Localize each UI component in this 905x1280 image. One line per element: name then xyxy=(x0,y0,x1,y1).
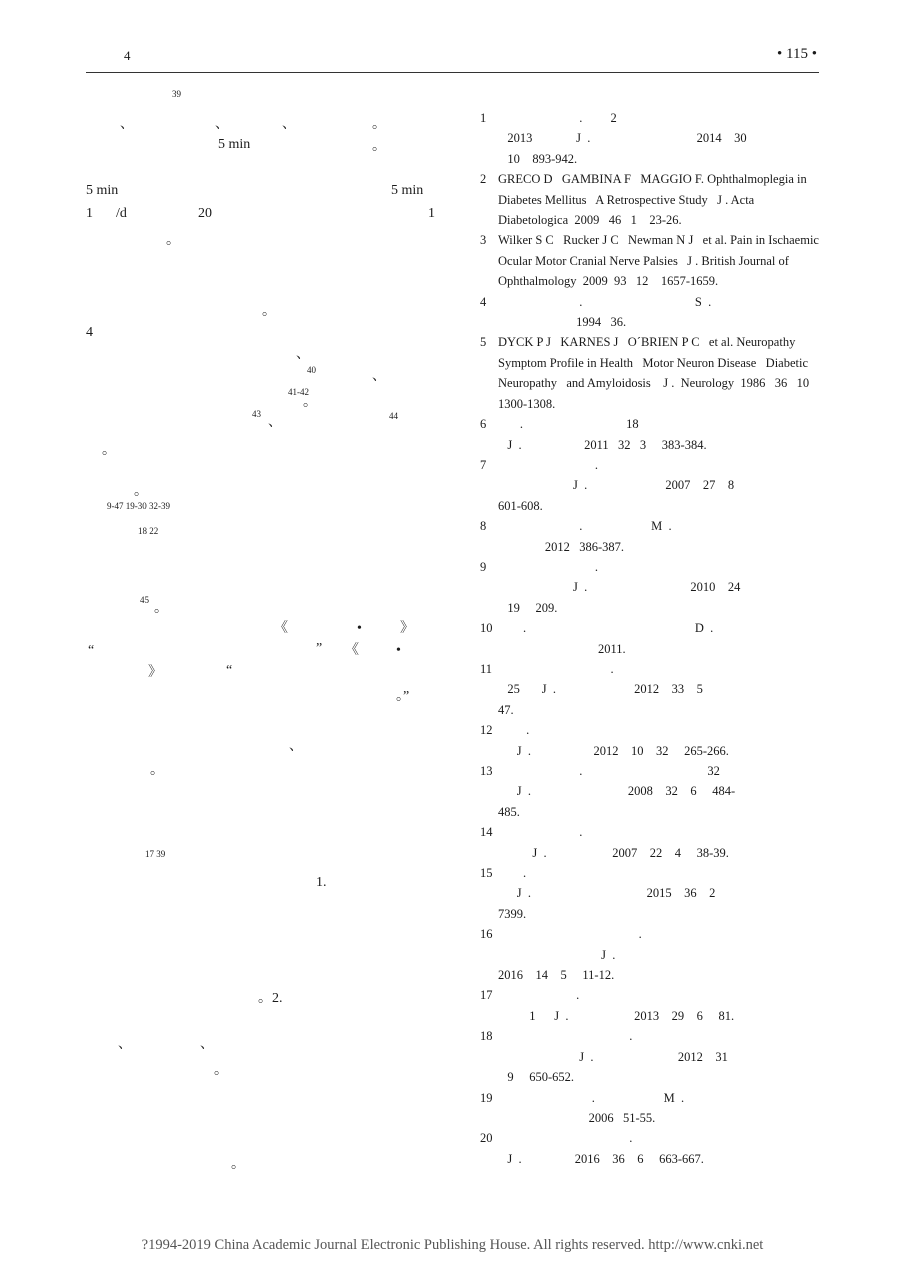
reference-number: 2 xyxy=(480,172,487,187)
reference-number: 13 xyxy=(480,764,493,778)
body-text-fragment: 》 xyxy=(400,621,414,636)
reference-text: . D . 2011. xyxy=(523,621,714,656)
body-text-fragment: 。 xyxy=(150,763,164,778)
reference-number: 18 xyxy=(480,1029,493,1044)
running-header-left: 4 xyxy=(124,48,131,63)
reference-item xyxy=(480,618,820,659)
body-text-fragment: ” xyxy=(316,641,323,656)
body-text-fragment: • xyxy=(396,643,401,658)
reference-item xyxy=(480,557,820,618)
reference-number: 10 xyxy=(480,621,493,636)
reference-text: . 2 2013 J . 2014 30 10 893-942. xyxy=(507,111,747,166)
reference-text: . 32 J . 2008 32 6 484- 485. xyxy=(498,764,736,819)
body-text-fragment: 5 min xyxy=(218,137,251,152)
body-text-fragment: 。 xyxy=(102,443,116,458)
reference-number: 9 xyxy=(480,559,487,574)
reference-item xyxy=(480,516,820,557)
reference-text: DYCK P J KARNES J O´BRIEN P C et al. Neuropathy Symptom Profile in Health Motor Neuron Disease Diabetic Neuropathy and Amyloidosis J . Neurology 1986 36 10 1300-1308. xyxy=(498,335,825,411)
body-text-fragment: 、 xyxy=(296,347,310,362)
body-text-fragment: • xyxy=(357,621,362,636)
body-text-fragment: 《 xyxy=(345,643,359,658)
body-text-fragment: 5 min xyxy=(391,183,424,198)
citation-superscript: 17 39 xyxy=(145,849,166,859)
citation-superscript: 44 xyxy=(389,411,398,421)
reference-item xyxy=(480,863,820,924)
body-text-fragment: 。 xyxy=(231,1157,245,1172)
citation-superscript: 43 xyxy=(252,409,261,419)
body-text-fragment: 、 xyxy=(120,117,134,132)
body-text-fragment: 、 xyxy=(372,369,386,384)
body-text-fragment: 、 xyxy=(200,1037,214,1052)
reference-text: . 1 J . 2013 29 6 81. xyxy=(529,988,735,1023)
body-text-fragment: 、 xyxy=(289,739,303,754)
reference-text: . 18 J . 2011 32 3 383-384. xyxy=(507,417,707,452)
reference-item xyxy=(480,1088,820,1129)
reference-number: 4 xyxy=(480,294,487,309)
reference-number: 7 xyxy=(480,457,487,472)
reference-number: 1 xyxy=(480,111,487,125)
reference-item xyxy=(480,414,820,455)
body-text-fragment: 1. xyxy=(316,875,327,890)
reference-number: 3 xyxy=(480,233,487,248)
body-text-fragment: 。 xyxy=(134,484,148,499)
reference-item xyxy=(480,455,820,516)
reference-list xyxy=(480,108,825,1169)
body-text-fragment: 、 xyxy=(118,1037,132,1052)
reference-number: 11 xyxy=(480,661,493,676)
reference-number: 19 xyxy=(480,1090,493,1105)
citation-superscript: 41-42 xyxy=(288,387,309,397)
header-rule xyxy=(86,72,819,73)
reference-text: . J . 2015 36 2 7399. xyxy=(498,866,716,921)
reference-number: 6 xyxy=(480,417,487,432)
page-number: • 115 • xyxy=(777,46,817,62)
reference-item xyxy=(480,1128,820,1169)
reference-item xyxy=(480,108,820,169)
body-text-fragment: “ xyxy=(226,663,233,678)
body-text-fragment: /d xyxy=(116,206,127,221)
reference-number: 20 xyxy=(480,1131,493,1146)
body-text-fragment: 1 xyxy=(86,206,93,221)
body-text-fragment: 。 xyxy=(372,117,386,132)
reference-item xyxy=(480,761,820,822)
reference-item xyxy=(480,822,820,863)
reference-number: 17 xyxy=(480,988,493,1003)
reference-item xyxy=(480,169,820,230)
reference-number: 14 xyxy=(480,825,493,840)
reference-text: Wilker S C Rucker J C Newman N J et al. Pain in Ischaemic Ocular Motor Cranial Nerve Palsies J . British Journal of Ophthalmology 2009 93 12 1657-1659. xyxy=(498,233,823,289)
reference-text: . J . 2016 14 5 11-12. xyxy=(498,927,642,983)
reference-item xyxy=(480,1026,820,1087)
body-text-fragment: 5 min xyxy=(86,183,119,198)
reference-text: . M . 2006 51-55. xyxy=(588,1090,685,1125)
reference-number: 8 xyxy=(480,519,487,534)
citation-superscript: 39 xyxy=(172,89,181,99)
reference-text: . J . 2010 24 19 209. xyxy=(507,559,741,615)
body-text-fragment: “ xyxy=(88,643,95,658)
body-text-fragment: 。 xyxy=(262,304,276,319)
reference-item xyxy=(480,659,820,720)
reference-text: . S . 1994 36. xyxy=(576,294,712,330)
reference-item xyxy=(480,332,825,414)
copyright-footer: ?1994-2019 China Academic Journal Electronic Publishing House. All rights reserved. http://www.cnki.net xyxy=(141,1237,764,1253)
body-text-fragment: 4 xyxy=(86,325,93,340)
reference-item xyxy=(480,924,820,985)
reference-number: 15 xyxy=(480,866,493,881)
body-text-fragment: 《 xyxy=(274,621,288,636)
citation-superscript: 45 xyxy=(140,595,149,605)
reference-text: . 25 J . 2012 33 5 47. xyxy=(498,661,703,717)
body-text-fragment: 。 xyxy=(372,139,386,154)
reference-text: . J . 2012 31 9 650-652. xyxy=(507,1029,728,1085)
reference-number: 16 xyxy=(480,927,493,942)
reference-text: GRECO D GAMBINA F MAGGIO F. Ophthalmoplegia in Diabetes Mellitus A Retrospective Study J . Acta Diabetologica 2009 46 1 23-26. xyxy=(498,172,810,228)
body-text-fragment: 。 xyxy=(214,1063,228,1078)
reference-text: . J . 2007 27 8 601-608. xyxy=(498,457,735,513)
citation-superscript: 9-47 19-30 32-39 xyxy=(107,501,170,511)
body-text-fragment: 。2. xyxy=(258,991,283,1006)
reference-item xyxy=(480,720,820,761)
body-text-fragment: 。 xyxy=(166,233,180,248)
body-text-fragment: 》 xyxy=(148,665,162,680)
body-text-fragment: 20 xyxy=(198,206,212,221)
body-text-fragment: 、 xyxy=(215,117,229,132)
reference-text: . J . 2007 22 4 38-39. xyxy=(532,825,729,860)
reference-item xyxy=(480,230,823,291)
reference-text: . M . 2012 386-387. xyxy=(544,519,672,554)
citation-superscript: 18 22 xyxy=(138,526,159,536)
reference-number: 5 xyxy=(480,335,487,350)
body-text-fragment: 。 xyxy=(303,395,317,410)
reference-text: . J . 2012 10 32 265-266. xyxy=(516,723,729,758)
body-text-fragment: 、 xyxy=(282,117,296,132)
body-text-fragment: 。” xyxy=(396,689,410,704)
reference-text: . J . 2016 36 6 663-667. xyxy=(507,1131,704,1166)
reference-item xyxy=(480,985,820,1026)
body-text-fragment: 1 xyxy=(428,206,435,221)
body-text-fragment: 、 xyxy=(268,415,282,430)
citation-superscript: 40 xyxy=(307,365,316,375)
reference-number: 12 xyxy=(480,723,493,738)
reference-item xyxy=(480,292,820,333)
body-text-fragment: 。 xyxy=(154,601,168,616)
